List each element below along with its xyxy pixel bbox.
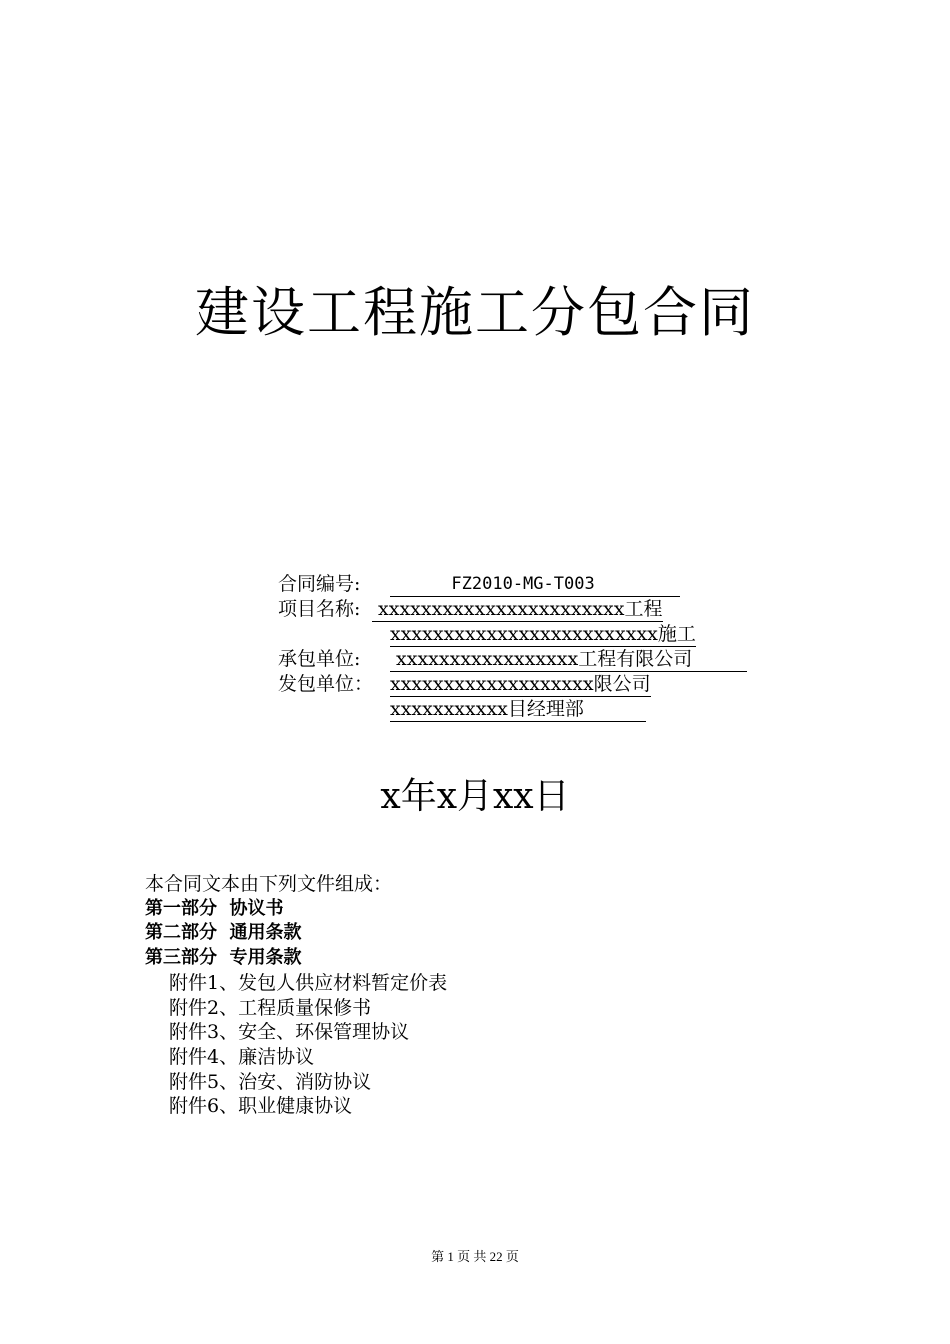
contractor-value: xxxxxxxxxxxxxxxxx工程有限公司 xyxy=(390,647,747,672)
attachment-item-4: 附件4、廉洁协议 xyxy=(169,1045,315,1068)
attachment-item-6: 附件6、职业健康协议 xyxy=(169,1095,353,1118)
document-title: 建设工程施工分包合同 xyxy=(195,281,755,344)
page-footer: 第 1 页 共 22 页 xyxy=(431,1249,519,1264)
contents-intro: 本合同文本由下列文件组成： xyxy=(145,873,393,895)
contract-date: x年x月xx日 xyxy=(380,776,570,817)
contractor-label: 承包单位: xyxy=(278,648,361,670)
contents-part-3: 第三部分 专用条款 xyxy=(145,947,302,969)
document-contents xyxy=(145,872,447,1119)
contract-number-label: 合同编号: xyxy=(278,573,361,595)
employer-value-line1: xxxxxxxxxxxxxxxxxxx限公司 xyxy=(390,673,651,695)
attachment-item-3: 附件3、安全、环保管理协议 xyxy=(169,1021,410,1044)
project-name-label: 项目名称: xyxy=(278,598,361,620)
contents-part-1: 第一部分 协议书 xyxy=(145,897,284,919)
attachment-item-1: 附件1、发包人供应材料暂定价表 xyxy=(169,971,448,994)
contract-number-value: FZ2010-MG-T003 xyxy=(390,572,680,597)
attachment-item-5: 附件5、治安、消防协议 xyxy=(169,1070,372,1093)
employer-value-line2: xxxxxxxxxxx目经理部 xyxy=(390,697,646,722)
project-name-value-line1: xxxxxxxxxxxxxxxxxxxxxxx工程 xyxy=(372,598,663,620)
attachment-item-2: 附件2、工程质量保修书 xyxy=(169,996,372,1019)
employer-label: 发包单位： xyxy=(278,673,374,695)
project-name-value-line2: xxxxxxxxxxxxxxxxxxxxxxxxx施工 xyxy=(390,623,696,645)
contents-part-2: 第二部分 通用条款 xyxy=(145,922,302,944)
